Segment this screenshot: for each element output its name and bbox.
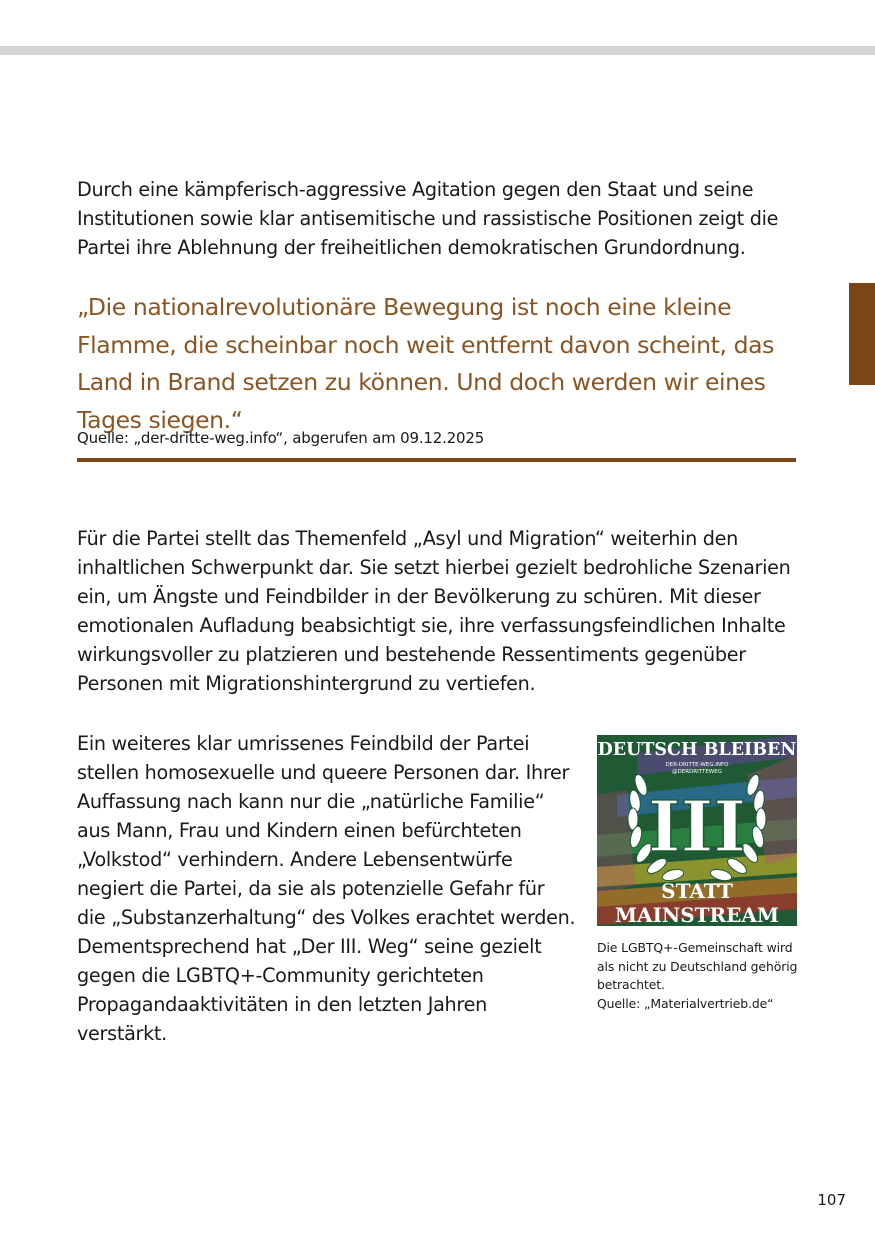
sticker-sub-text-2: @DERDRITTEWEG <box>672 769 722 775</box>
quote-source: Quelle: „der-dritte-weg.info“, abgerufen am 09.12.2025 <box>77 429 485 447</box>
sticker-sub-text-1: DER-DRITTE-WEG.INFO <box>665 762 729 768</box>
top-decorative-bar <box>0 46 875 55</box>
body-paragraph-3: Ein weiteres klar umrissenes Feindbild der Partei stellen homosexuelle und queere Personen dar. Ihrer Auffassung nach kann nur die „natürliche Familie“ aus Mann, Frau und Kindern einen befürchteten „Volkstod“ verhindern. Andere Lebensentwürfe negiert die Partei, da sie als potenzielle Gefahr für die „Substanzerhaltung“ des Volkes erachtet werden. Dementsprechend hat „Der III. Weg“ seine gezielt gegen die LGBTQ+-Community gerichteten Propagandaaktivitäten in den letzten Jahren verstärkt. <box>77 732 576 1045</box>
page-number: 107 <box>817 1191 846 1209</box>
image-caption <box>597 939 802 1013</box>
sticker-top-text: DEUTSCH BLEIBEN <box>597 740 797 760</box>
sticker-emblem: III <box>647 785 747 868</box>
caption-line-1: Die LGBTQ+-Gemeinschaft wird <box>597 940 793 955</box>
caption-line-2: als nicht zu Deutschland gehörig <box>597 958 798 974</box>
chapter-side-tab <box>849 283 875 385</box>
body-paragraph-1: Durch eine kämpferisch-aggressive Agitation gegen den Staat und seine Institutionen sowie klar antisemitische und rassistische Positionen zeigt die Partei ihre Ablehnung der freiheitlichen demokratischen Grundordnung. <box>77 178 779 259</box>
sticker-bottom-text-2: MAINSTREAM <box>614 903 780 926</box>
body-paragraph-2: Für die Partei stellt das Themenfeld „Asyl und Migration“ weiterhin den inhaltlichen Schwerpunkt dar. Sie setzt hierbei gezielt bedrohliche Szenarien ein, um Ängste und Feindbilder in der Bevölkerung zu schüren. Mit dieser emotionalen Aufladung beabsichtigt sie, ihre verfassungsfeindlichen Inhalte wirkungsvoller zu platzieren und bestehende Ressentiments gegenüber Personen mit Migrationshintergrund zu vertiefen. <box>77 527 791 695</box>
quote-divider <box>77 458 796 462</box>
caption-source: Quelle: „Materialvertrieb.de“ <box>597 995 774 1011</box>
propaganda-sticker-image <box>597 735 797 926</box>
sticker-bottom-text-1: STATT <box>661 879 733 903</box>
highlighted-quote: „Die nationalrevolutionäre Bewegung ist noch eine kleine Flamme, die scheinbar noch weit entfernt davon scheint, das Land in Brand setzen zu können. Und doch werden wir eines Tages siegen.“ <box>77 293 774 434</box>
caption-line-3: betrachtet. <box>597 977 665 992</box>
